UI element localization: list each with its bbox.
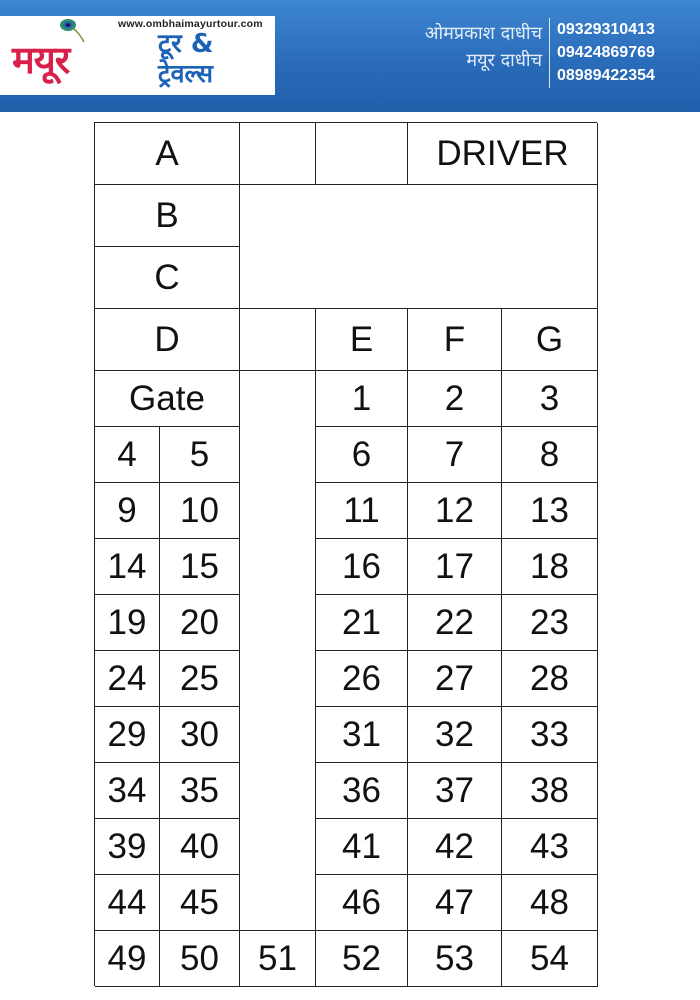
logo-travels-text: ट्रेवल्स: [158, 59, 213, 88]
logo-mayur-text: मयूर: [12, 37, 70, 82]
seat-16[interactable]: 16: [316, 539, 408, 595]
cabin-empty-area: [240, 185, 598, 309]
seat-5[interactable]: 5: [160, 427, 240, 483]
seat-13[interactable]: 13: [502, 483, 598, 539]
contact-phones: [557, 18, 655, 87]
seat-26[interactable]: 26: [316, 651, 408, 707]
header-banner: [0, 0, 700, 112]
seat-12[interactable]: 12: [408, 483, 502, 539]
driver-seat: DRIVER: [408, 123, 598, 185]
seat-51[interactable]: 51: [240, 931, 316, 987]
cabin-seat-e[interactable]: E: [316, 309, 408, 371]
phone-2[interactable]: 09424869769: [557, 44, 655, 61]
seat-46[interactable]: 46: [316, 875, 408, 931]
seat-32[interactable]: 32: [408, 707, 502, 763]
seat-2[interactable]: 2: [408, 371, 502, 427]
seat-25[interactable]: 25: [160, 651, 240, 707]
cabin-blank-3: [240, 309, 316, 371]
seat-21[interactable]: 21: [316, 595, 408, 651]
seat-38[interactable]: 38: [502, 763, 598, 819]
cabin-seat-f[interactable]: F: [408, 309, 502, 371]
cabin-seat-c[interactable]: C: [95, 247, 240, 309]
seat-8[interactable]: 8: [502, 427, 598, 483]
seat-14[interactable]: 14: [95, 539, 160, 595]
logo-tour-text: टूर &: [158, 29, 214, 59]
seat-28[interactable]: 28: [502, 651, 598, 707]
company-logo: [0, 16, 275, 95]
seat-44[interactable]: 44: [95, 875, 160, 931]
website-url[interactable]: www.ombhaimayurtour.com: [118, 18, 263, 30]
cabin-blank-2: [316, 123, 408, 185]
phone-3[interactable]: 08989422354: [557, 67, 655, 84]
seat-31[interactable]: 31: [316, 707, 408, 763]
seat-27[interactable]: 27: [408, 651, 502, 707]
seat-48[interactable]: 48: [502, 875, 598, 931]
seat-19[interactable]: 19: [95, 595, 160, 651]
seat-10[interactable]: 10: [160, 483, 240, 539]
gate-label: Gate: [95, 371, 240, 427]
seat-23[interactable]: 23: [502, 595, 598, 651]
seat-35[interactable]: 35: [160, 763, 240, 819]
cabin-seat-a[interactable]: A: [95, 123, 240, 185]
seat-1[interactable]: 1: [316, 371, 408, 427]
seat-50[interactable]: 50: [160, 931, 240, 987]
seat-37[interactable]: 37: [408, 763, 502, 819]
seat-18[interactable]: 18: [502, 539, 598, 595]
seat-30[interactable]: 30: [160, 707, 240, 763]
seat-11[interactable]: 11: [316, 483, 408, 539]
seat-24[interactable]: 24: [95, 651, 160, 707]
seat-34[interactable]: 34: [95, 763, 160, 819]
seat-49[interactable]: 49: [95, 931, 160, 987]
seat-36[interactable]: 36: [316, 763, 408, 819]
contact-name-1: ओमप्रकाश दाधीच: [424, 23, 542, 44]
seat-20[interactable]: 20: [160, 595, 240, 651]
seat-47[interactable]: 47: [408, 875, 502, 931]
seat-3[interactable]: 3: [502, 371, 598, 427]
seat-33[interactable]: 33: [502, 707, 598, 763]
seat-29[interactable]: 29: [95, 707, 160, 763]
seat-42[interactable]: 42: [408, 819, 502, 875]
seat-9[interactable]: 9: [95, 483, 160, 539]
contact-names: [382, 20, 542, 74]
seat-39[interactable]: 39: [95, 819, 160, 875]
seat-7[interactable]: 7: [408, 427, 502, 483]
seat-22[interactable]: 22: [408, 595, 502, 651]
bus-seat-layout: [94, 122, 597, 986]
seat-41[interactable]: 41: [316, 819, 408, 875]
seat-43[interactable]: 43: [502, 819, 598, 875]
seat-6[interactable]: 6: [316, 427, 408, 483]
seat-45[interactable]: 45: [160, 875, 240, 931]
phone-1[interactable]: 09329310413: [557, 21, 655, 38]
header-divider: [549, 18, 550, 88]
seat-53[interactable]: 53: [408, 931, 502, 987]
cabin-seat-d[interactable]: D: [95, 309, 240, 371]
cabin-seat-g[interactable]: G: [502, 309, 598, 371]
seat-15[interactable]: 15: [160, 539, 240, 595]
seat-54[interactable]: 54: [502, 931, 598, 987]
seat-40[interactable]: 40: [160, 819, 240, 875]
cabin-seat-b[interactable]: B: [95, 185, 240, 247]
seat-4[interactable]: 4: [95, 427, 160, 483]
aisle: [240, 371, 316, 931]
seat-17[interactable]: 17: [408, 539, 502, 595]
cabin-blank-1: [240, 123, 316, 185]
contact-name-2: मयूर दाधीच: [466, 50, 542, 71]
seat-52[interactable]: 52: [316, 931, 408, 987]
